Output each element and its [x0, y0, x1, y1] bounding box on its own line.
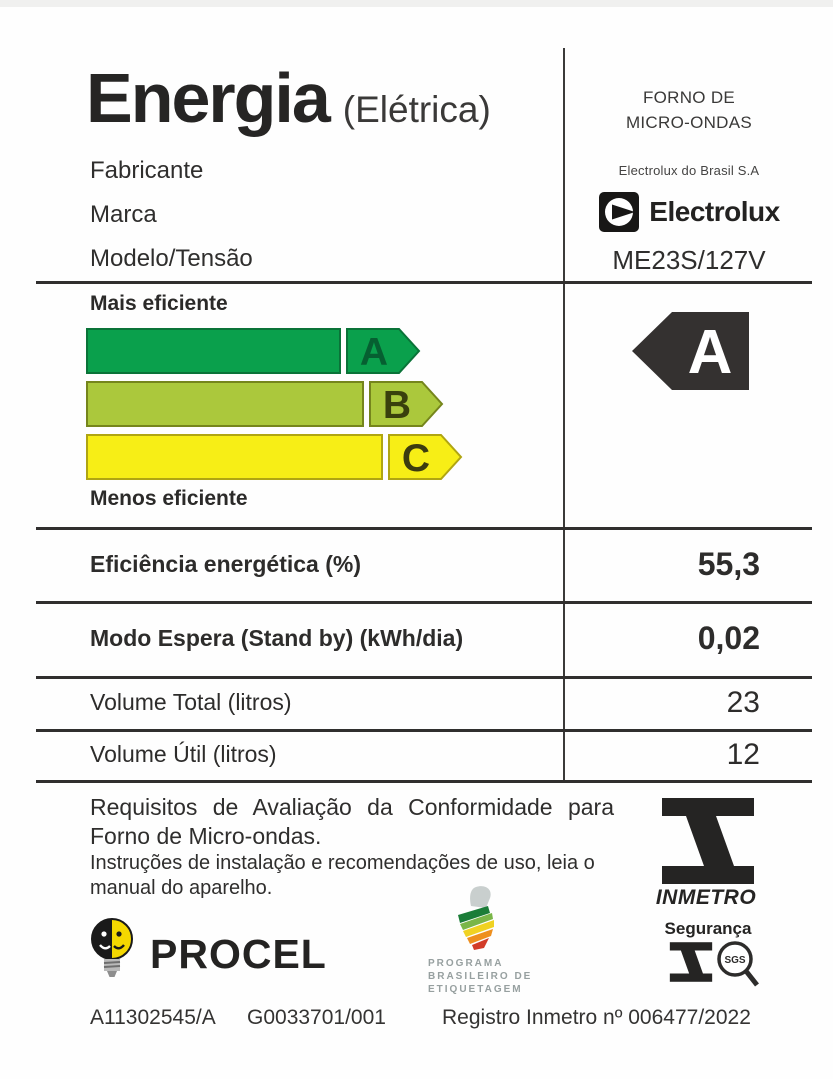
product-type-line1: FORNO DE	[642, 88, 736, 107]
page-title	[86, 58, 491, 138]
table-row-volume-total	[36, 676, 812, 729]
manufacturer-name: Electrolux do Brasil S.A	[618, 163, 760, 178]
row-label: Eficiência energética (%)	[90, 550, 361, 577]
grade-letter-b: B	[382, 384, 412, 427]
pbe-line3: ETIQUETAGEM	[428, 984, 523, 995]
brand-logo	[566, 191, 812, 233]
row-value: 12	[726, 737, 760, 771]
procel-bulb-icon	[86, 917, 138, 983]
sgs-certification-icon	[714, 938, 762, 990]
table-row-standby	[36, 601, 812, 676]
certificate-code-mid: G0033701/001	[247, 1006, 386, 1029]
inmetro-mark-icon	[658, 798, 758, 884]
inmetro-label: INMETRO	[655, 886, 757, 909]
requirements-line2: Forno de Micro-ondas.	[90, 823, 322, 849]
grade-bar-c	[86, 433, 466, 481]
row-value: 55,3	[697, 545, 760, 582]
pbe-line1: PROGRAMA	[428, 958, 504, 969]
title-eletrica: (Elétrica)	[342, 89, 491, 130]
product-type	[566, 85, 812, 135]
field-fabricante: Fabricante	[90, 157, 204, 184]
model-voltage: ME23S/127V	[612, 245, 766, 275]
grade-letter-c: C	[401, 437, 431, 480]
row-label: Volume Total (litros)	[90, 689, 292, 715]
product-type-line2: MICRO-ONDAS	[625, 113, 753, 132]
requirements-line1: Requisitos de Avaliação da Conformidade para	[90, 794, 614, 820]
grade-letter-a: A	[359, 331, 389, 374]
row-label: Volume Útil (litros)	[90, 741, 277, 767]
grade-bar-a	[86, 327, 466, 375]
rule-row4	[36, 780, 812, 783]
sgs-label: SGS	[724, 955, 746, 966]
security-label: Segurança	[664, 919, 752, 938]
grade-bar-b	[86, 380, 466, 428]
inmetro-small-icon	[668, 941, 714, 983]
table-row-volume-util	[36, 729, 812, 780]
procel-label: PROCEL	[150, 931, 327, 977]
instructions-line2: manual do aparelho.	[90, 877, 273, 899]
row-label: Modo Espera (Stand by) (kWh/dia)	[90, 625, 464, 651]
rule-header	[36, 281, 812, 284]
certificate-code-left: A11302545/A	[90, 1006, 216, 1029]
pbe-brazil-map-icon	[446, 885, 510, 957]
photo-edge-strip	[0, 0, 833, 7]
rating-letter: A	[687, 318, 733, 387]
title-energia: Energia	[86, 59, 329, 137]
pbe-program-label	[428, 957, 532, 996]
row-value: 0,02	[697, 620, 760, 656]
inmetro-registry-number: Registro Inmetro nº 006477/2022	[442, 1006, 751, 1029]
pbe-line2: BRASILEIRO DE	[428, 971, 533, 982]
less-efficient-label: Menos eficiente	[90, 487, 248, 510]
electrolux-logo-icon	[598, 191, 640, 233]
rating-arrow-icon	[630, 310, 752, 392]
field-modelo-tensao: Modelo/Tensão	[90, 245, 253, 272]
field-marca: Marca	[90, 201, 157, 228]
instructions-line1: Instruções de instalação e recomendações de uso, leia o	[90, 852, 595, 874]
table-row-efficiency	[36, 527, 812, 601]
more-efficient-label: Mais eficiente	[90, 292, 228, 315]
row-value: 23	[726, 685, 760, 719]
brand-wordmark: Electrolux	[649, 196, 780, 227]
